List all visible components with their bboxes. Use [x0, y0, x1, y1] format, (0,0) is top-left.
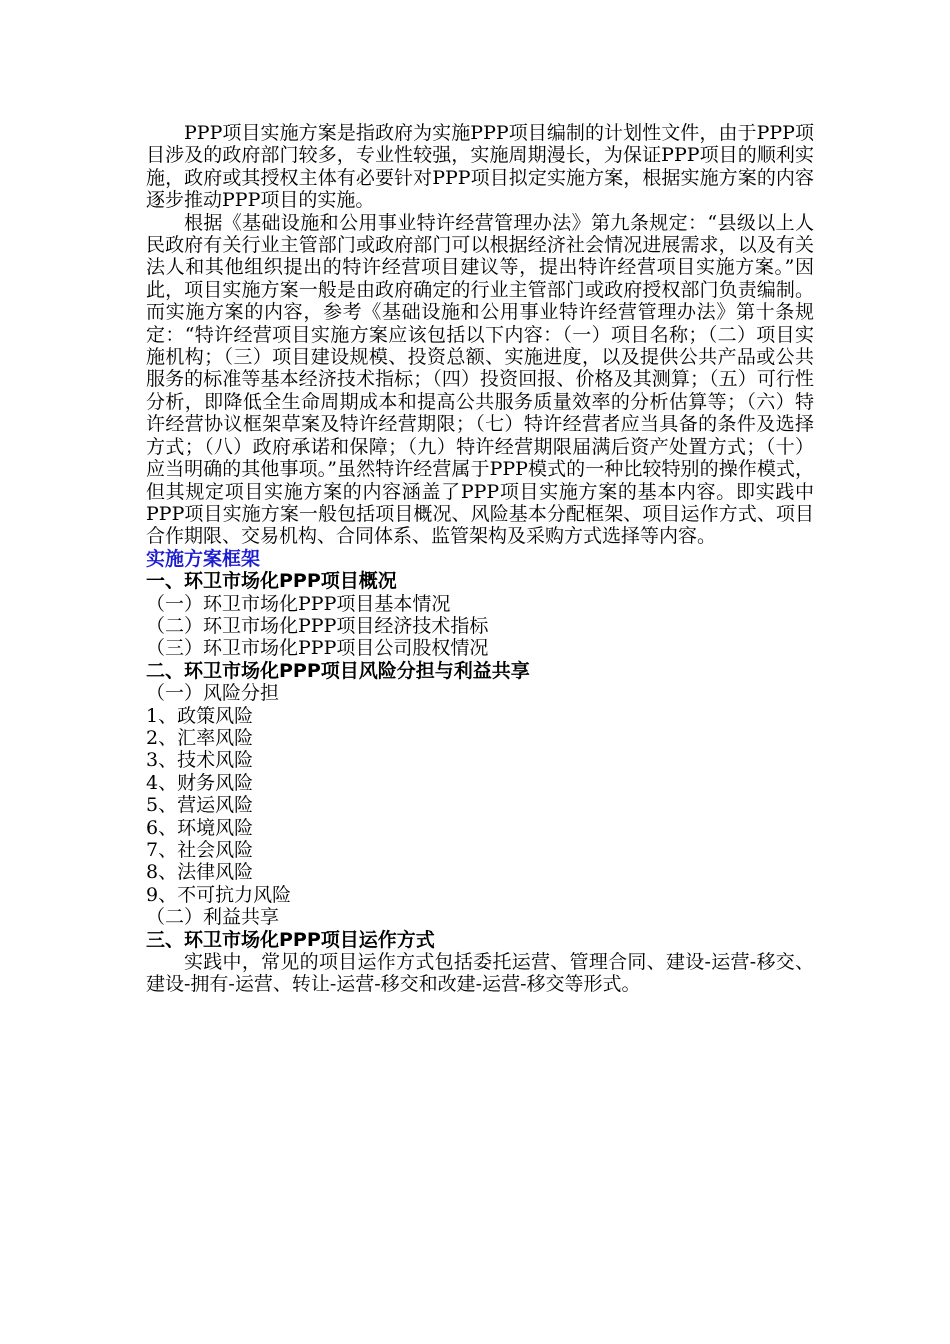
section3-body: 实践中，常见的项目运作方式包括委托运营、管理合同、建设-运营-移交、建设-拥有-运营、转让-运营-移交和改建-运营-移交等形式。 — [146, 951, 814, 996]
section1-item: （二）环卫市场化PPP项目经济技术指标 — [146, 614, 489, 637]
risk-item: 3、技术风险 — [146, 749, 254, 772]
framework-title: 实施方案框架 — [146, 547, 261, 570]
section1-title: 一、环卫市场化PPP项目概况 — [146, 570, 397, 593]
risk-item: 2、汇率风险 — [146, 726, 254, 749]
risk-item: 8、法律风险 — [146, 861, 254, 884]
document-body — [146, 122, 814, 996]
section2-sub-benefit: （二）利益共享 — [146, 906, 280, 929]
risk-item: 4、财务风险 — [146, 771, 254, 794]
section3-title: 三、环卫市场化PPP项目运作方式 — [146, 928, 435, 951]
risk-item: 5、营运风险 — [146, 794, 254, 817]
section1-item: （一）环卫市场化PPP项目基本情况 — [146, 592, 451, 615]
section2-title: 二、环卫市场化PPP项目风险分担与利益共享 — [146, 659, 530, 682]
intro-paragraph: PPP项目实施方案是指政府为实施PPP项目编制的计划性文件，由于PPP项目涉及的政府部门较多，专业性较强，实施周期漫长，为保证PPP项目的顺利实施，政府或其授权主体有必要针对PPP项目拟定实施方案，根据实施方案的内容逐步推动PPP项目的实施。 — [146, 122, 814, 212]
section2-sub-risk: （一）风险分担 — [146, 682, 280, 705]
risk-item: 1、政策风险 — [146, 704, 254, 727]
section1-item: （三）环卫市场化PPP项目公司股权情况 — [146, 637, 489, 660]
regulation-paragraph: 根据《基础设施和公用事业特许经营管理办法》第九条规定：“县级以上人民政府有关行业主管部门或政府部门可以根据经济社会情况进展需求，以及有关法人和其他组织提出的特许经营项目建议等，提出特许经营项目实施方案。”因此，项目实施方案一般是由政府确定的行业主管部门或政府授权部门负责编制。而实施方案的内容，参考《基础设施和公用事业特许经营管理办法》第十条规定：“特许经营项目实施方案应该包括以下内容：（一）项目名称；（二）项目实施机构；（三）项目建设规模、投资总额、实施进度，以及提供公共产品或公共服务的标准等基本经济技术指标；（四）投资回报、价格及其测算；（五）可行性分析，即降低全生命周期成本和提高公共服务质量效率的分析估算等；（六）特许经营协议框架草案及特许经营期限；（七）特许经营者应当具备的条件及选择方式；（八）政府承诺和保障；（九）特许经营期限届满后资产处置方式；（十）应当明确的其他事项。”虽然特许经营属于PPP模式的一种比较特别的操作模式，但其规定项目实施方案的内容涵盖了PPP项目实施方案的基本内容。即实践中PPP项目实施方案一般包括项目概况、风险基本分配框架、项目运作方式、项目合作期限、交易机构、合同体系、监管架构及采购方式选择等内容。 — [146, 211, 814, 548]
risk-item: 6、环境风险 — [146, 816, 254, 839]
risk-item: 9、不可抗力风险 — [146, 883, 292, 906]
risk-item: 7、社会风险 — [146, 839, 254, 861]
